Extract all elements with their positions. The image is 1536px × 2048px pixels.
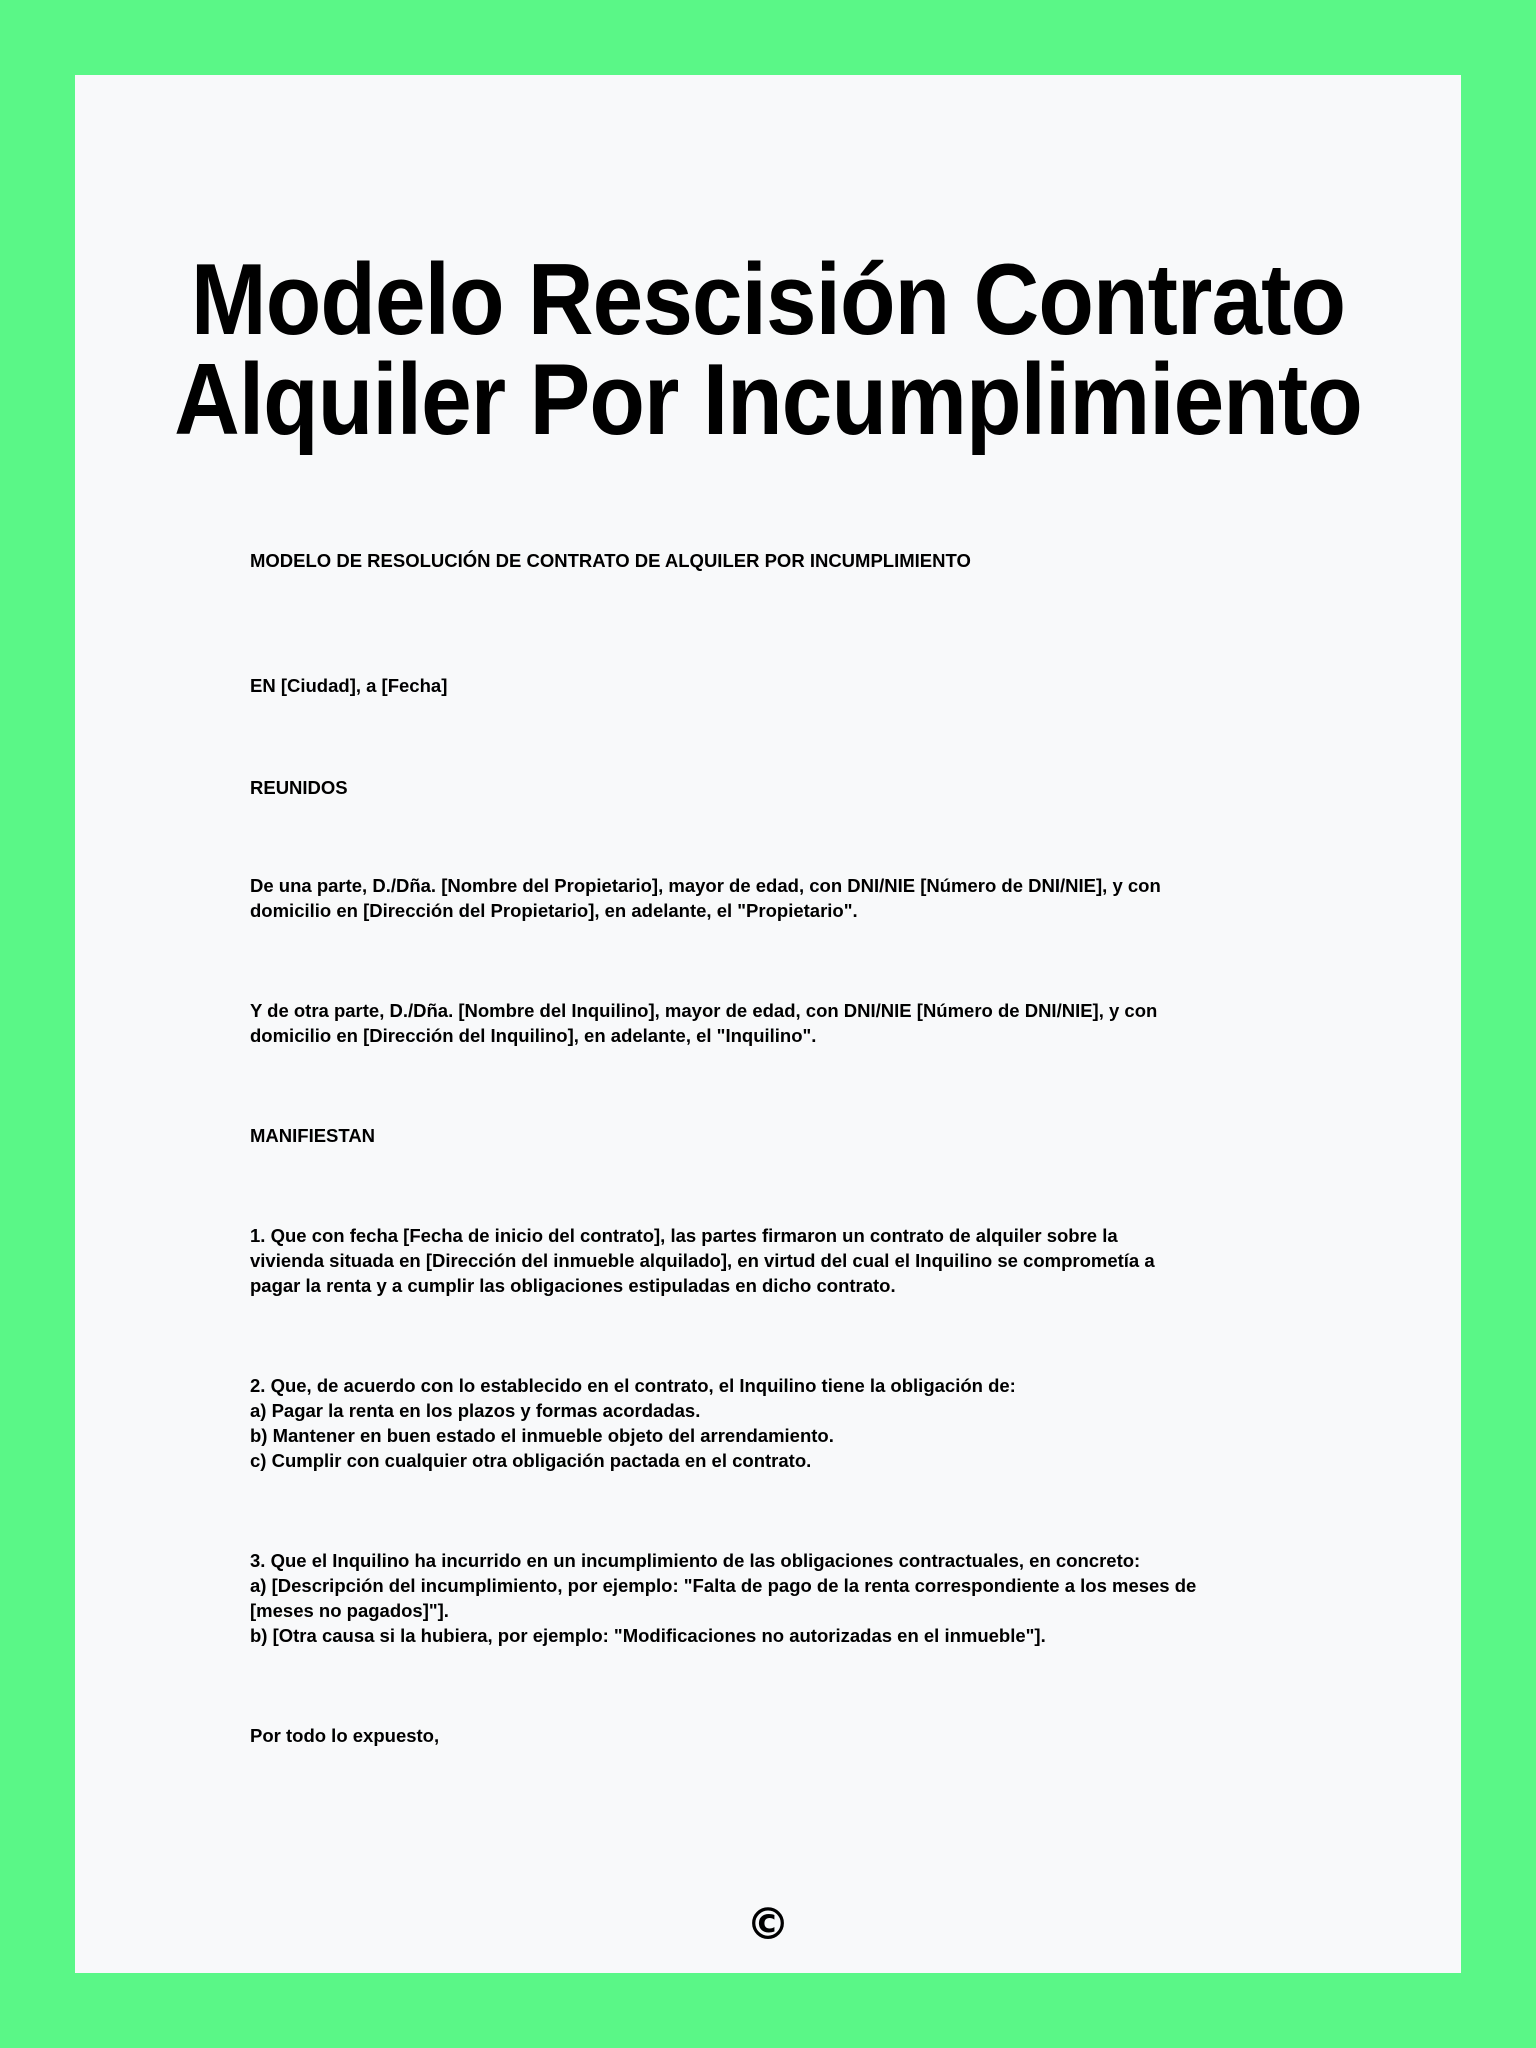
section-manifiestan: MANIFIESTAN: [250, 1125, 376, 1146]
item-line: b) Mantener en buen estado el inmueble objeto del arrendamiento.: [250, 1425, 834, 1446]
item-line: a) Pagar la renta en los plazos y formas acordadas.: [250, 1400, 701, 1421]
party-tenant-paragraph: [250, 998, 1310, 1048]
party-owner-line: De una parte, D./Dña. [Nombre del Propietario], mayor de edad, con DNI/NIE [Número de DNI/NIE], y con: [250, 875, 1161, 896]
document-heading: MODELO DE RESOLUCIÓN DE CONTRATO DE ALQUILER POR INCUMPLIMIENTO: [250, 550, 971, 571]
page-title-line-1: Modelo Rescisión Contrato: [190, 244, 1346, 356]
party-owner-line: domicilio en [Dirección del Propietario], en adelante, el "Propietario".: [250, 900, 858, 921]
manifiestan-item-2: [250, 1373, 1310, 1473]
manifiestan-item-1: [250, 1223, 1310, 1298]
page-title-line-2: Alquiler Por Incumplimiento: [174, 344, 1362, 456]
manifiestan-item-3: [250, 1548, 1310, 1648]
party-owner-paragraph: [250, 873, 1310, 923]
item-line: 1. Que con fecha [Fecha de inicio del contrato], las partes firmaron un contrato de alquiler sobre la: [250, 1225, 1118, 1246]
copyright-icon: ©: [746, 1899, 790, 1950]
item-line: vivienda situada en [Dirección del inmueble alquilado], en virtud del cual el Inquilino se comprometía a: [250, 1250, 1155, 1271]
item-line: pagar la renta y a cumplir las obligaciones estipuladas en dicho contrato.: [250, 1275, 896, 1296]
item-line: c) Cumplir con cualquier otra obligación pactada en el contrato.: [250, 1450, 812, 1471]
party-tenant-line: Y de otra parte, D./Dña. [Nombre del Inquilino], mayor de edad, con DNI/NIE [Número de DNI/NIE], y con: [250, 1000, 1158, 1021]
item-line: a) [Descripción del incumplimiento, por ejemplo: "Falta de pago de la renta correspondiente a los meses de: [250, 1575, 1197, 1596]
item-line: 3. Que el Inquilino ha incurrido en un incumplimiento de las obligaciones contractuales, en concreto:: [250, 1550, 1141, 1571]
item-line: b) [Otra causa si la hubiera, por ejemplo: "Modificaciones no autorizadas en el inmueble"].: [250, 1625, 1046, 1646]
section-reunidos: REUNIDOS: [250, 777, 348, 798]
page-title: [77, 244, 1459, 456]
item-line: [meses no pagados]"].: [250, 1600, 449, 1621]
place-date-line: EN [Ciudad], a [Fecha]: [250, 675, 448, 696]
item-line: 2. Que, de acuerdo con lo establecido en el contrato, el Inquilino tiene la obligación de:: [250, 1375, 1016, 1396]
closing-line: Por todo lo expuesto,: [250, 1725, 440, 1746]
party-tenant-line: domicilio en [Dirección del Inquilino], en adelante, el "Inquilino".: [250, 1025, 817, 1046]
